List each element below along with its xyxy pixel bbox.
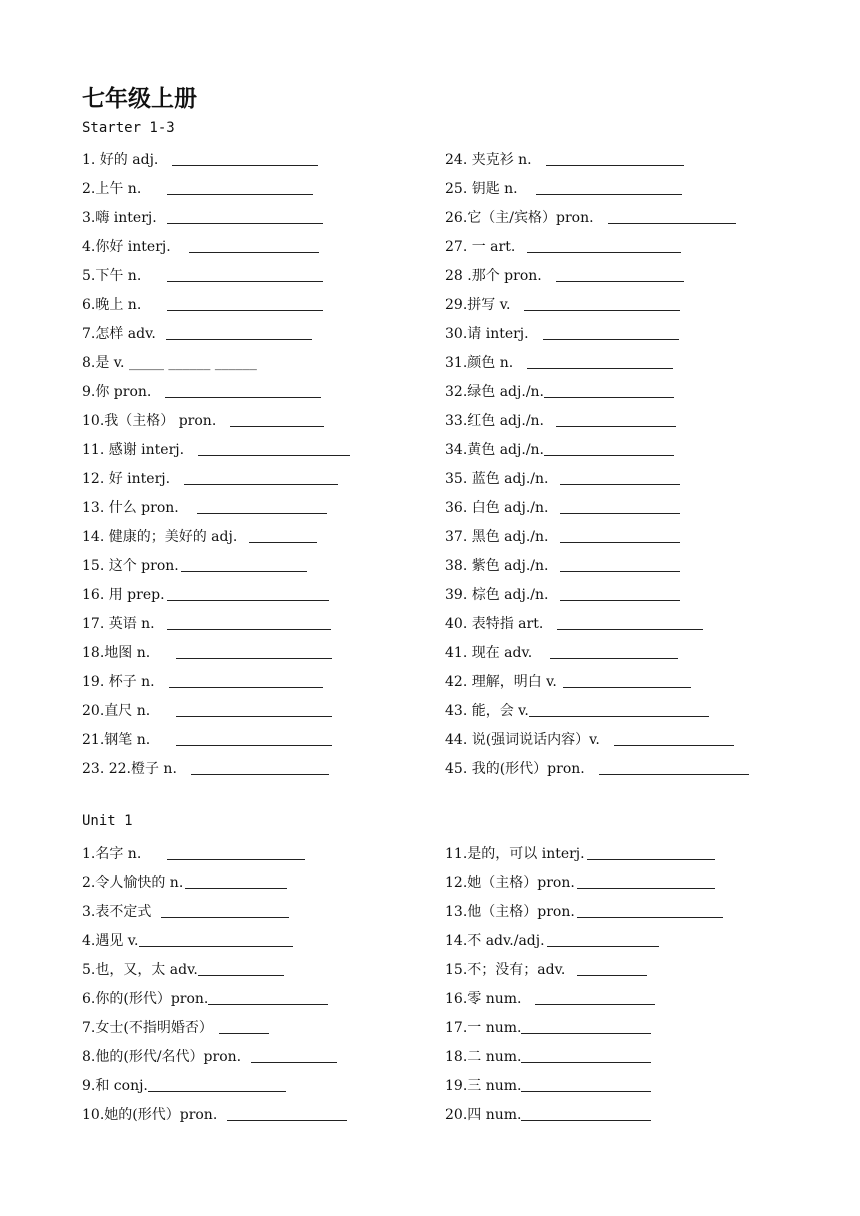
answer-blank[interactable]: [189, 238, 319, 253]
list-item: 5.下午 n.: [82, 256, 402, 285]
answer-blank[interactable]: [587, 845, 715, 860]
list-item: 2.上午 n.: [82, 169, 402, 198]
answer-blank[interactable]: [198, 441, 350, 456]
answer-blank[interactable]: [167, 267, 323, 282]
list-item: 43. 能，会 v.: [445, 691, 785, 720]
list-item: 32.绿色 adj./n.: [445, 372, 785, 401]
list-item: 38. 紫色 adj./n.: [445, 546, 785, 575]
answer-blank[interactable]: [521, 1048, 651, 1063]
answer-blank[interactable]: [167, 615, 331, 630]
list-item: 20.四 num.: [445, 1095, 785, 1124]
answer-blank[interactable]: [536, 180, 682, 195]
list-item: 26.它（主/宾格）pron.: [445, 198, 785, 227]
answer-blank[interactable]: [176, 731, 332, 746]
list-item: 24. 夹克衫 n.: [445, 140, 785, 169]
list-item: 39. 棕色 adj./n.: [445, 575, 785, 604]
list-item: 7.怎样 adv.: [82, 314, 402, 343]
list-item: 5.也，又，太 adv.: [82, 950, 402, 979]
answer-blank[interactable]: [197, 499, 327, 514]
list-item: 29.拼写 v.: [445, 285, 785, 314]
list-item: 23. 22.橙子 n.: [82, 749, 402, 778]
list-item: 13. 什么 pron.: [82, 488, 402, 517]
list-item: 4.你好 interj.: [82, 227, 402, 256]
answer-blank[interactable]: [521, 1077, 651, 1092]
list-item: 45. 我的(形代）pron.: [445, 749, 785, 778]
starter-right-column: [445, 140, 785, 778]
list-item: 7.女士(不指明婚否）: [82, 1008, 402, 1037]
answer-blank[interactable]: [563, 673, 691, 688]
list-item: 3.表不定式: [82, 892, 402, 921]
list-item: 1.名字 n.: [82, 834, 402, 863]
list-item: 27. 一 art.: [445, 227, 785, 256]
answer-blank[interactable]: [169, 673, 323, 688]
answer-blank[interactable]: [557, 615, 703, 630]
answer-blank[interactable]: [176, 702, 332, 717]
list-item: 42. 理解，明白 v.: [445, 662, 785, 691]
list-item: 2.令人愉快的 n.: [82, 863, 402, 892]
list-item: 21.钢笔 n.: [82, 720, 402, 749]
answer-blank[interactable]: [219, 1019, 269, 1034]
page-title: 七年级上册: [82, 86, 197, 112]
answer-blank[interactable]: [577, 961, 647, 976]
section-title-unit1: Unit 1: [82, 813, 133, 829]
answer-blank[interactable]: [524, 296, 680, 311]
answer-blank[interactable]: [547, 932, 659, 947]
answer-blank[interactable]: [560, 557, 680, 572]
answer-blank[interactable]: [544, 441, 674, 456]
answer-blank[interactable]: [556, 412, 676, 427]
list-item: 15. 这个 pron.: [82, 546, 402, 575]
list-item: 44. 说(强词说话内容）v.: [445, 720, 785, 749]
answer-blank[interactable]: [535, 990, 655, 1005]
answer-blank[interactable]: [167, 296, 323, 311]
list-item: 3.嗨 interj.: [82, 198, 402, 227]
list-item: 12.她（主格）pron.: [445, 863, 785, 892]
list-item: 17. 英语 n.: [82, 604, 402, 633]
answer-blank[interactable]: [181, 557, 307, 572]
answer-blank[interactable]: [599, 760, 749, 775]
answer-blank[interactable]: [167, 180, 313, 195]
list-item: 18.二 num.: [445, 1037, 785, 1066]
answer-blank[interactable]: [161, 903, 289, 918]
answer-blank[interactable]: [185, 874, 287, 889]
answer-blank[interactable]: [529, 702, 709, 717]
list-item: 28 .那个 pron.: [445, 256, 785, 285]
answer-blank[interactable]: [543, 325, 679, 340]
list-item: 19.三 num.: [445, 1066, 785, 1095]
list-item: 9.你 pron.: [82, 372, 402, 401]
answer-blank[interactable]: [527, 354, 673, 369]
list-item: 6.晚上 n.: [82, 285, 402, 314]
list-item: 34.黄色 adj./n.: [445, 430, 785, 459]
answer-blank[interactable]: [208, 990, 328, 1005]
list-item: 9.和 conj.: [82, 1066, 402, 1095]
list-item: 16.零 num.: [445, 979, 785, 1008]
answer-blank[interactable]: [556, 267, 684, 282]
answer-blank[interactable]: [167, 845, 305, 860]
answer-blank[interactable]: [608, 209, 736, 224]
unit1-left-column: [82, 834, 402, 1124]
list-item: 35. 蓝色 adj./n.: [445, 459, 785, 488]
answer-blank[interactable]: [148, 1077, 286, 1092]
list-item: 16. 用 prep.: [82, 575, 402, 604]
answer-blank[interactable]: [614, 731, 734, 746]
section-title-starter: Starter 1-3: [82, 120, 175, 136]
list-item: 11.是的，可以 interj.: [445, 834, 785, 863]
answer-blank[interactable]: [521, 1106, 651, 1121]
list-item: 4.遇见 v.: [82, 921, 402, 950]
answer-blank[interactable]: [577, 903, 723, 918]
list-item: 20.直尺 n.: [82, 691, 402, 720]
list-item: 41. 现在 adv.: [445, 633, 785, 662]
answer-blank[interactable]: [191, 760, 329, 775]
list-item: 30.请 interj.: [445, 314, 785, 343]
list-item: 18.地图 n.: [82, 633, 402, 662]
answer-blank[interactable]: [560, 499, 680, 514]
answer-blank[interactable]: [172, 151, 318, 166]
list-item: 14.不 adv./adj.: [445, 921, 785, 950]
list-item: 37. 黑色 adj./n.: [445, 517, 785, 546]
answer-blank[interactable]: [184, 470, 338, 485]
list-item: 14. 健康的；美好的 adj.: [82, 517, 402, 546]
answer-blank[interactable]: [550, 644, 678, 659]
list-item: 33.红色 adj./n.: [445, 401, 785, 430]
answer-blank[interactable]: [560, 586, 680, 601]
answer-blank[interactable]: [227, 1106, 347, 1121]
list-item: 1. 好的 adj.: [82, 140, 402, 169]
list-item: 10.她的(形代）pron.: [82, 1095, 402, 1124]
answer-blank[interactable]: [165, 383, 321, 398]
answer-blank[interactable]: [560, 528, 680, 543]
list-item: 8.他的(形代/名代）pron.: [82, 1037, 402, 1066]
answer-blank[interactable]: [176, 644, 332, 659]
answer-blank[interactable]: [544, 383, 674, 398]
list-item: 31.颜色 n.: [445, 343, 785, 372]
answer-blank[interactable]: [560, 470, 680, 485]
answer-blank[interactable]: [546, 151, 684, 166]
list-item: 6.你的(形代）pron.: [82, 979, 402, 1008]
answer-blank[interactable]: [167, 586, 329, 601]
answer-blank[interactable]: [521, 1019, 651, 1034]
list-item: 15.不；没有；adv.: [445, 950, 785, 979]
list-item: 25. 钥匙 n.: [445, 169, 785, 198]
answer-blank[interactable]: [251, 1048, 337, 1063]
list-item: 8.是 v. _____ ______ ______: [82, 355, 257, 371]
list-item: 40. 表特指 art.: [445, 604, 785, 633]
list-item: 36. 白色 adj./n.: [445, 488, 785, 517]
list-item: 12. 好 interj.: [82, 459, 402, 488]
unit1-right-column: [445, 834, 785, 1124]
answer-blank[interactable]: [167, 209, 323, 224]
list-item: 19. 杯子 n.: [82, 662, 402, 691]
list-item: 17.一 num.: [445, 1008, 785, 1037]
answer-blank[interactable]: [198, 961, 284, 976]
answer-blank[interactable]: [249, 528, 317, 543]
list-item: 13.他（主格）pron.: [445, 892, 785, 921]
answer-blank[interactable]: [527, 238, 681, 253]
answer-blank[interactable]: [166, 325, 312, 340]
list-item: 11. 感谢 interj.: [82, 430, 402, 459]
answer-blank[interactable]: [230, 412, 324, 427]
starter-left-column: [82, 140, 402, 778]
answer-blank[interactable]: [577, 874, 715, 889]
list-item: 10.我（主格） pron.: [82, 401, 402, 430]
answer-blank[interactable]: [139, 932, 293, 947]
